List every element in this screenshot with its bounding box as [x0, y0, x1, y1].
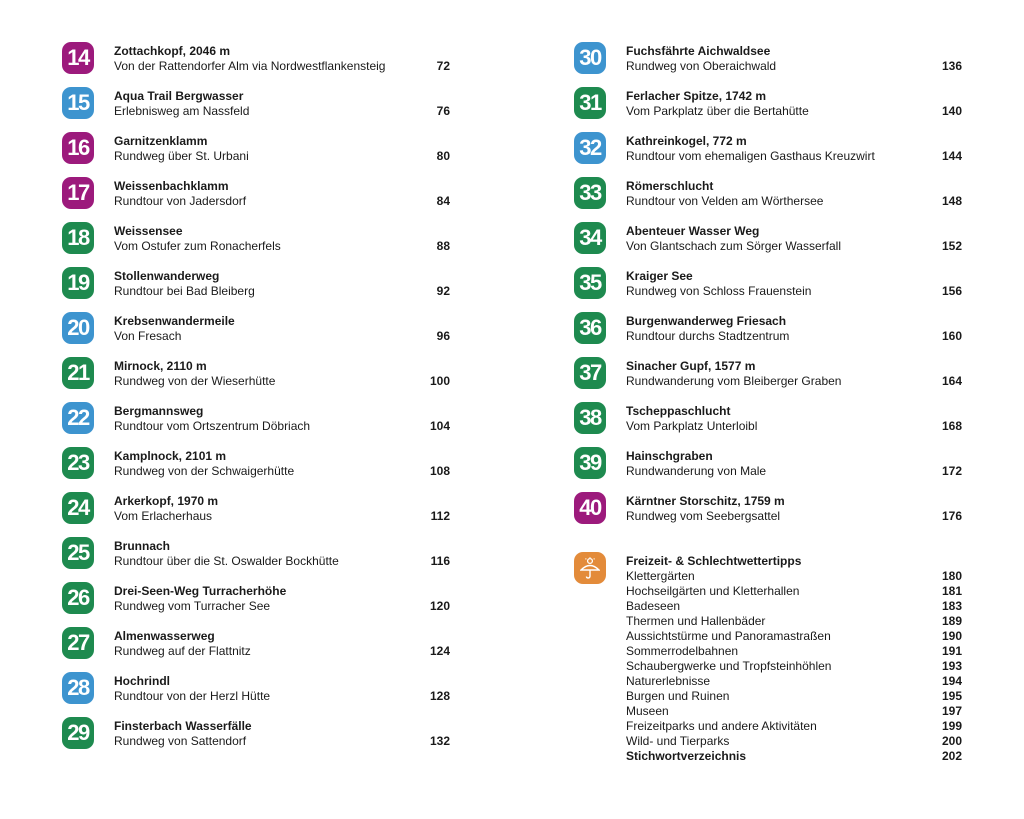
page-number: 164 [941, 374, 962, 388]
route-subtitle: Rundweg über St. Urbani [114, 149, 249, 163]
route-subtitle: Rundtour vom ehemaligen Gasthaus Kreuzwirt [626, 149, 875, 163]
page-number: 132 [429, 734, 450, 748]
tip-item[interactable] [626, 644, 966, 659]
route-number-badge: 38 [574, 402, 606, 434]
route-number-badge: 15 [62, 87, 94, 119]
route-title: Abenteuer Wasser Weg [626, 224, 760, 238]
toc-entry[interactable] [62, 222, 454, 267]
route-number-badge: 30 [574, 42, 606, 74]
page-number: 136 [941, 59, 962, 73]
tip-page-number: 191 [941, 644, 962, 658]
route-title: Garnitzenklamm [114, 134, 208, 148]
page-number: 144 [941, 149, 962, 163]
route-subtitle: Rundwanderung von Male [626, 464, 767, 478]
route-title: Zottachkopf, 2046 m [114, 44, 231, 58]
route-subtitle: Rundweg von der Wieserhütte [114, 374, 276, 388]
route-subtitle: Rundweg vom Seebergsattel [626, 509, 781, 523]
route-title: Hainschgraben [626, 449, 713, 463]
route-subtitle: Vom Parkplatz Unterloibl [626, 419, 758, 433]
tip-page-number: 199 [941, 719, 962, 733]
route-subtitle: Rundtour von der Herzl Hütte [114, 689, 271, 703]
toc-entry[interactable] [574, 492, 966, 537]
tip-page-number: 189 [941, 614, 962, 628]
toc-entry[interactable] [574, 267, 966, 312]
toc-entry[interactable] [574, 312, 966, 357]
toc-entry[interactable] [574, 447, 966, 492]
tip-label: Burgen und Ruinen [626, 689, 730, 703]
tip-label: Wild- und Tierparks [626, 734, 730, 748]
route-title: Kraiger See [626, 269, 693, 283]
route-title: Finsterbach Wasserfälle [114, 719, 252, 733]
toc-entry[interactable] [62, 87, 454, 132]
page-number: 176 [941, 509, 962, 523]
page-number: 116 [430, 554, 450, 568]
route-number-badge: 36 [574, 312, 606, 344]
tip-item[interactable] [626, 674, 966, 689]
tip-page-number: 197 [941, 704, 962, 718]
toc-entry[interactable] [62, 717, 454, 762]
tip-item[interactable] [626, 599, 966, 614]
tip-item[interactable] [626, 569, 966, 584]
tip-page-number: 195 [941, 689, 962, 703]
tip-page-number: 190 [941, 629, 962, 643]
route-title: Drei-Seen-Weg Turracherhöhe [114, 584, 287, 598]
route-number-badge: 33 [574, 177, 606, 209]
route-subtitle: Rundweg von Schloss Frauenstein [626, 284, 812, 298]
tip-label: Naturerlebnisse [626, 674, 711, 688]
page-number: 112 [430, 509, 450, 523]
page-number: 76 [436, 104, 450, 118]
route-subtitle: Rundtour vom Ortszentrum Döbriach [114, 419, 311, 433]
route-subtitle: Rundtour von Velden am Wörthersee [626, 194, 824, 208]
route-number-badge: 24 [62, 492, 94, 524]
route-number-badge: 21 [62, 357, 94, 389]
route-title: Bergmannsweg [114, 404, 204, 418]
tip-label: Stichwortverzeichnis [626, 749, 747, 763]
route-title: Almenwasserweg [114, 629, 215, 643]
route-subtitle: Rundweg von Oberaichwald [626, 59, 777, 73]
route-number-badge: 29 [62, 717, 94, 749]
route-subtitle: Von Glantschach zum Sörger Wasserfall [626, 239, 841, 253]
route-subtitle: Rundtour über die St. Oswalder Bockhütte [114, 554, 339, 568]
tip-page-number: 200 [941, 734, 962, 748]
route-title: Krebsenwandermeile [114, 314, 235, 328]
route-title: Arkerkopf, 1970 m [114, 494, 219, 508]
route-title: Fuchsfährte Aichwaldsee [626, 44, 771, 58]
route-number-badge: 39 [574, 447, 606, 479]
toc-entry[interactable] [574, 357, 966, 402]
route-number-badge: 35 [574, 267, 606, 299]
tip-page-number: 194 [941, 674, 962, 688]
page-number: 104 [429, 419, 450, 433]
route-subtitle: Rundtour bei Bad Bleiberg [114, 284, 255, 298]
route-number-badge: 14 [62, 42, 94, 74]
tip-page-number: 181 [941, 584, 962, 598]
page-number: 124 [429, 644, 450, 658]
route-title: Kamplnock, 2101 m [114, 449, 227, 463]
route-number-badge: 26 [62, 582, 94, 614]
tip-item[interactable] [626, 614, 966, 629]
route-number-badge: 18 [62, 222, 94, 254]
page-number: 80 [436, 149, 450, 163]
route-subtitle: Rundweg auf der Flattnitz [114, 644, 251, 658]
tip-label: Sommerrodelbahnen [626, 644, 739, 658]
toc-column-right [574, 42, 966, 763]
tip-page-number: 180 [941, 569, 962, 583]
route-number-badge: 32 [574, 132, 606, 164]
route-title: Brunnach [114, 539, 171, 553]
page-number: 72 [436, 59, 450, 73]
tip-page-number: 202 [941, 749, 962, 763]
route-subtitle: Vom Erlacherhaus [114, 509, 213, 523]
tip-label: Schaubergwerke und Tropfsteinhöhlen [626, 659, 832, 673]
route-number-badge: 34 [574, 222, 606, 254]
tip-item[interactable] [626, 734, 966, 749]
route-number-badge: 22 [62, 402, 94, 434]
toc-entry[interactable] [62, 132, 454, 177]
page-number: 152 [941, 239, 962, 253]
toc-entry[interactable] [574, 132, 966, 177]
tip-label: Badeseen [626, 599, 681, 613]
route-subtitle: Erlebnisweg am Nassfeld [114, 104, 250, 118]
tip-label: Thermen und Hallenbäder [626, 614, 766, 628]
page-number: 168 [941, 419, 962, 433]
tip-label: Hochseilgärten und Kletterhallen [626, 584, 800, 598]
toc-entry[interactable] [62, 447, 454, 492]
route-subtitle: Rundweg von Sattendorf [114, 734, 247, 748]
toc-column-left [62, 42, 454, 762]
tip-label: Aussichtstürme und Panoramastraßen [626, 629, 831, 643]
tip-item[interactable] [626, 749, 966, 764]
tips-list [626, 569, 966, 764]
route-number-badge: 28 [62, 672, 94, 704]
route-number-badge: 19 [62, 267, 94, 299]
tip-item[interactable] [626, 689, 966, 704]
toc-entry[interactable] [62, 582, 454, 627]
toc-entry[interactable] [62, 672, 454, 717]
tip-item[interactable] [626, 719, 966, 734]
tip-item[interactable] [626, 659, 966, 674]
page-number: 148 [941, 194, 962, 208]
route-subtitle: Rundweg von der Schwaigerhütte [114, 464, 295, 478]
tip-page-number: 193 [941, 659, 962, 673]
page-number: 160 [941, 329, 962, 343]
route-subtitle: Rundweg vom Turracher See [114, 599, 271, 613]
route-title: Sinacher Gupf, 1577 m [626, 359, 756, 373]
route-number-badge: 31 [574, 87, 606, 119]
tips-title: Freizeit- & Schlechtwettertipps [626, 554, 802, 568]
tip-item[interactable] [626, 704, 966, 719]
page-number: 84 [436, 194, 450, 208]
route-number-badge: 17 [62, 177, 94, 209]
tip-label: Museen [626, 704, 669, 718]
tip-label: Klettergärten [626, 569, 695, 583]
page-number: 88 [436, 239, 450, 253]
route-title: Stollenwanderweg [114, 269, 220, 283]
route-number-badge: 16 [62, 132, 94, 164]
route-title: Ferlacher Spitze, 1742 m [626, 89, 767, 103]
toc-entry[interactable] [574, 177, 966, 222]
toc-entry[interactable] [62, 357, 454, 402]
toc-entry[interactable] [62, 267, 454, 312]
page-number: 128 [429, 689, 450, 703]
route-title: Weissenbachklamm [114, 179, 229, 193]
page-number: 120 [429, 599, 450, 613]
route-subtitle: Vom Ostufer zum Ronacherfels [114, 239, 281, 253]
route-title: Weissensee [114, 224, 183, 238]
route-number-badge: 37 [574, 357, 606, 389]
page-number: 156 [941, 284, 962, 298]
tip-item[interactable] [626, 629, 966, 644]
route-title: Burgenwanderweg Friesach [626, 314, 787, 328]
toc-entry[interactable] [574, 87, 966, 132]
route-title: Aqua Trail Bergwasser [114, 89, 244, 103]
route-subtitle: Rundwanderung vom Bleiberger Graben [626, 374, 842, 388]
page-number: 92 [436, 284, 450, 298]
route-number-badge: 23 [62, 447, 94, 479]
toc-entry[interactable] [574, 222, 966, 267]
umbrella-sun-icon [574, 552, 606, 584]
page-number: 140 [941, 104, 962, 118]
toc-entry[interactable] [62, 627, 454, 672]
tip-page-number: 183 [941, 599, 962, 613]
route-number-badge: 27 [62, 627, 94, 659]
route-title: Hochrindl [114, 674, 170, 688]
page-number: 172 [941, 464, 962, 478]
toc-entry[interactable] [62, 42, 454, 87]
route-subtitle: Von der Rattendorfer Alm via Nordwestflankensteig [114, 59, 386, 73]
page-number: 96 [436, 329, 450, 343]
route-subtitle: Rundtour durchs Stadtzentrum [626, 329, 790, 343]
route-title: Kärntner Storschitz, 1759 m [626, 494, 785, 508]
route-number-badge: 40 [574, 492, 606, 524]
toc-entry[interactable] [62, 402, 454, 447]
route-title: Tscheppaschlucht [626, 404, 731, 418]
route-subtitle: Vom Parkplatz über die Bertahütte [626, 104, 809, 118]
toc-entry[interactable] [62, 492, 454, 537]
route-subtitle: Von Fresach [114, 329, 182, 343]
route-title: Kathreinkogel, 772 m [626, 134, 747, 148]
toc-entry[interactable] [62, 312, 454, 357]
tip-item[interactable] [626, 584, 966, 599]
toc-entry[interactable] [574, 402, 966, 447]
toc-entry[interactable] [574, 42, 966, 87]
page-number: 108 [429, 464, 450, 478]
toc-entry[interactable] [62, 537, 454, 582]
route-title: Römerschlucht [626, 179, 714, 193]
route-number-badge: 20 [62, 312, 94, 344]
route-subtitle: Rundtour von Jadersdorf [114, 194, 247, 208]
tip-label: Freizeitparks und andere Aktivitäten [626, 719, 817, 733]
route-number-badge: 25 [62, 537, 94, 569]
toc-entry[interactable] [62, 177, 454, 222]
route-title: Mirnock, 2110 m [114, 359, 207, 373]
page-number: 100 [429, 374, 450, 388]
